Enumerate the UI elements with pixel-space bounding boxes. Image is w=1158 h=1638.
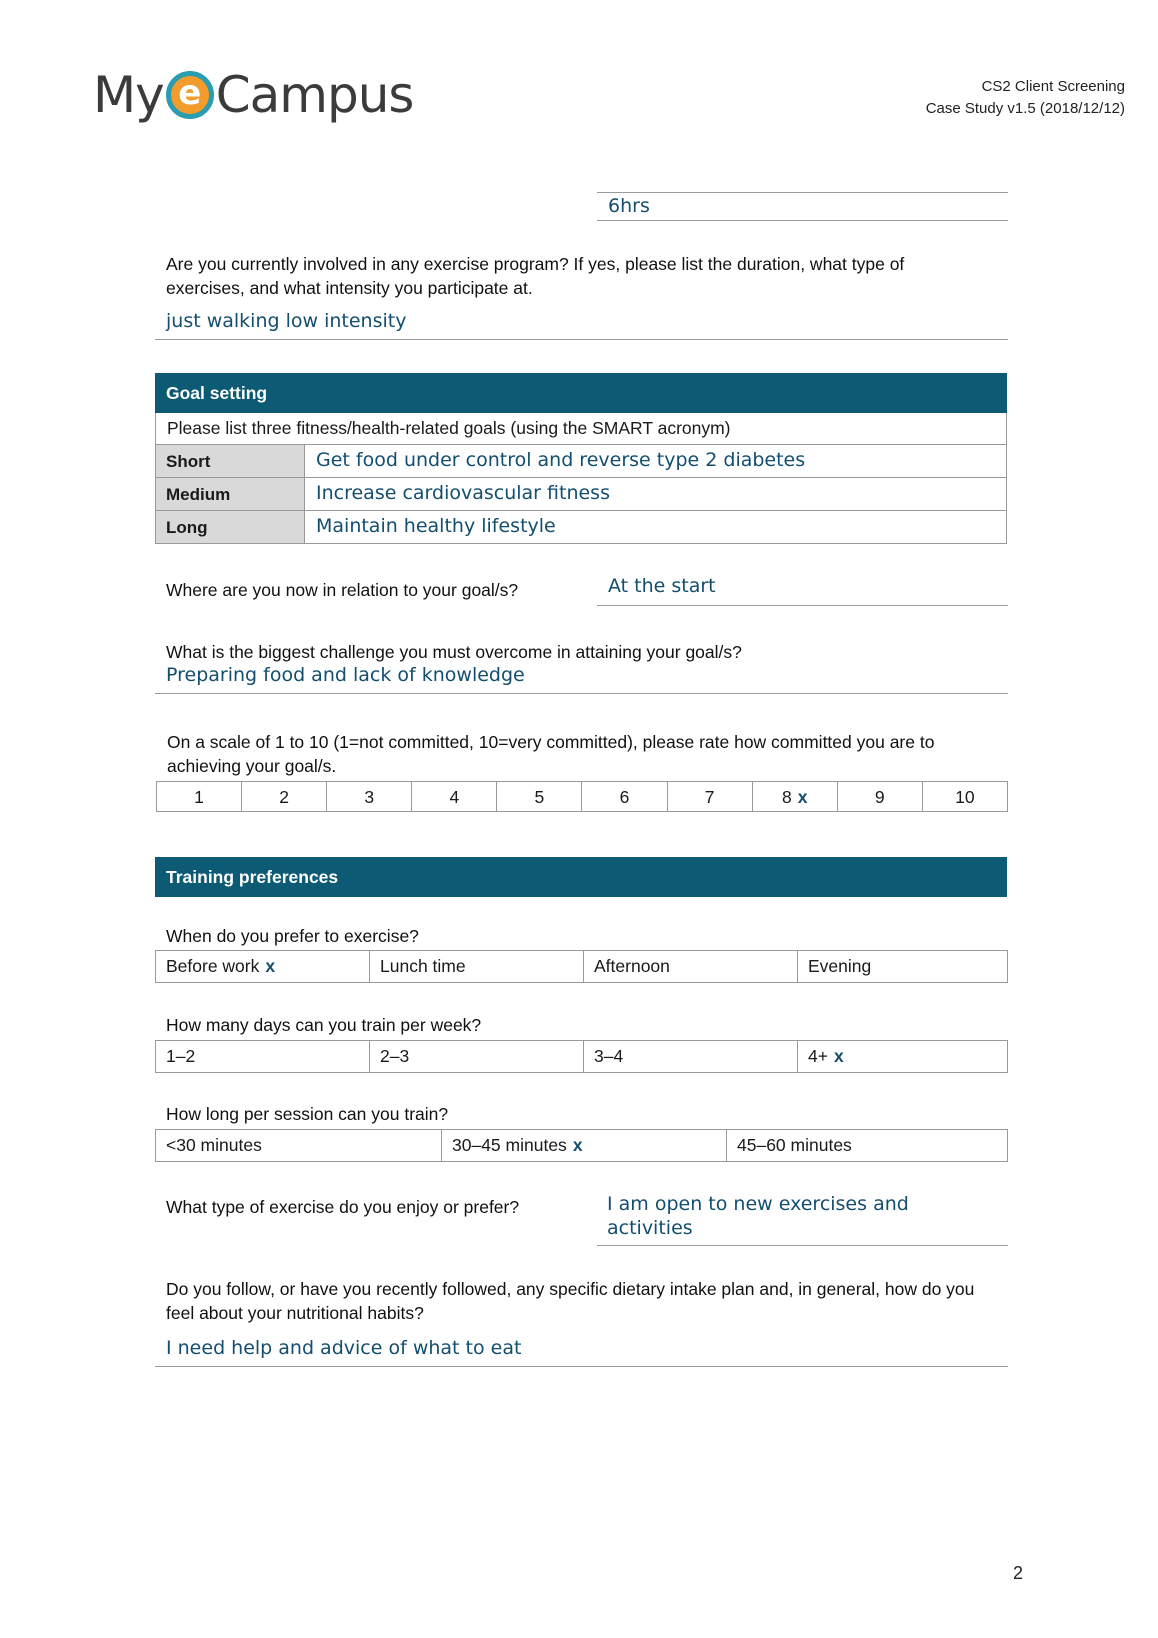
answer-bottom-rule [597,220,1008,221]
goal-setting-header: Goal setting [155,373,1007,413]
mycampus-logo [93,64,413,126]
scale-option-7[interactable]: 7 [668,782,753,811]
challenge-question: What is the biggest challenge you must overcome in attaining your goal/s? [166,642,742,662]
option-2-3-days[interactable]: 2–3 [370,1041,584,1072]
goal-label: Short [156,445,305,477]
diet-rule [155,1366,1008,1367]
when-exercise-options [155,950,1008,983]
selected-mark: x [833,1046,844,1066]
scale-option-3[interactable]: 3 [327,782,412,811]
commitment-scale [156,781,1008,812]
document-info [926,76,1125,120]
days-per-week-options [155,1040,1008,1073]
goal-value: Maintain healthy lifestyle [316,515,556,537]
exercise-type-answer-line: I am open to new exercises and [607,1193,909,1215]
scale-option-8[interactable]: 8 x [753,782,838,811]
logo-my-text: My [93,66,164,124]
option-1-2-days[interactable]: 1–2 [156,1041,370,1072]
exercise-answer-rule [155,339,1008,340]
challenge-answer: Preparing food and lack of knowledge [166,664,525,686]
answer-top-rule [597,192,1008,193]
goal-setting-intro: Please list three fitness/health-related goals (using the SMART acronym) [155,413,1007,445]
goal-label: Long [156,511,305,543]
exercise-program-answer: just walking low intensity [166,310,407,332]
days-per-week-question: How many days can you train per week? [166,1015,482,1035]
goal-status-question: Where are you now in relation to your goal/s? [166,580,519,600]
goal-row-medium [155,478,1007,511]
goal-row-short [155,445,1007,478]
option-evening[interactable]: Evening [808,956,872,976]
diet-answer: I need help and advice of what to eat [166,1337,522,1359]
scale-option-4[interactable]: 4 [412,782,497,811]
page-number: 2 [1013,1563,1024,1583]
selected-mark: x [265,956,276,976]
doc-version: Case Study v1.5 (2018/12/12) [925,100,1125,117]
selected-mark: x [572,1135,583,1155]
scale-option-9[interactable]: 9 [838,782,923,811]
when-exercise-question: When do you prefer to exercise? [166,926,419,946]
option-30-45-minutes[interactable]: 30–45 minutes x [442,1130,727,1161]
goal-status-rule [597,605,1008,606]
diet-question: Do you follow, or have you recently followed, any specific dietary intake plan and, in general, how do you feel about your nutritional habits? [166,1279,975,1323]
challenge-rule [155,693,1008,694]
training-preferences-header: Training preferences [155,857,1007,897]
scale-option-5[interactable]: 5 [497,782,582,811]
hours-answer: 6hrs [608,195,650,217]
session-length-options [155,1129,1008,1162]
option-45-60-minutes[interactable]: 45–60 minutes [737,1135,852,1155]
goal-status-answer: At the start [608,575,716,597]
goal-label: Medium [156,478,305,510]
goal-value: Get food under control and reverse type 2 diabetes [316,449,806,471]
option-under-30-minutes[interactable]: <30 minutes [156,1130,442,1161]
session-length-question: How long per session can you train? [166,1104,449,1124]
scale-option-10[interactable]: 10 [955,787,975,807]
commitment-question: On a scale of 1 to 10 (1=not committed, 10=very committed), please rate how committed you are to achieving your goal/s. [167,732,935,776]
scale-option-6[interactable]: 6 [582,782,667,811]
exercise-type-answer [607,1192,909,1240]
exercise-program-question: Are you currently involved in any exercise program? If yes, please list the duration, what type of exercises, and what intensity you participate at. [166,254,905,298]
selected-mark: x [797,787,808,807]
option-4-plus-days[interactable]: 4+ x [808,1046,844,1066]
option-before-work[interactable]: Before work x [156,951,370,982]
option-afternoon[interactable]: Afternoon [584,951,798,982]
goal-row-long [155,511,1007,544]
exercise-type-rule [597,1245,1008,1246]
exercise-type-question: What type of exercise do you enjoy or prefer? [166,1197,520,1217]
scale-option-2[interactable]: 2 [242,782,327,811]
option-lunch-time[interactable]: Lunch time [370,951,584,982]
exercise-type-answer-line: activities [607,1217,693,1239]
scale-option-1[interactable]: 1 [157,782,242,811]
goal-value: Increase cardiovascular fitness [316,482,610,504]
doc-title: CS2 Client Screening [981,78,1125,95]
logo-campus-text: Campus [215,66,414,124]
option-3-4-days[interactable]: 3–4 [584,1041,798,1072]
logo-e-icon: e [166,71,214,119]
